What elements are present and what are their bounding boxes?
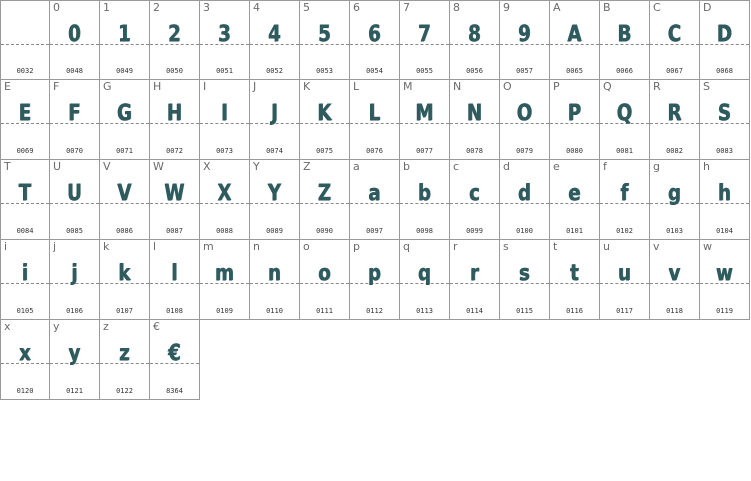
glyph-cell-label: q — [403, 240, 410, 253]
glyph-cell-label: 3 — [203, 1, 210, 14]
glyph-code: 0076 — [366, 147, 383, 155]
glyph-cell — [600, 80, 650, 160]
glyph-sample: 3 — [218, 22, 231, 47]
glyph-cell-label: i — [4, 240, 8, 253]
glyph-sample: q — [417, 261, 432, 286]
glyph-cell-label: 0 — [53, 1, 60, 14]
glyph-cell — [350, 80, 400, 160]
glyph-code: 0101 — [566, 227, 583, 235]
glyph-code: 0057 — [516, 67, 533, 75]
glyph-cell — [200, 240, 250, 320]
glyph-code: 0083 — [716, 147, 733, 155]
glyph-cell-label: v — [653, 240, 660, 253]
glyph-cell-label: 9 — [503, 1, 510, 14]
glyph-code: 0084 — [16, 227, 34, 235]
glyph-code: 0032 — [16, 67, 34, 75]
glyph-cell-label: c — [453, 160, 460, 173]
glyph-cell — [50, 0, 100, 80]
glyph-cell-label: x — [4, 320, 11, 333]
glyph-code: 0066 — [616, 67, 633, 75]
glyph-sample: Y — [267, 181, 282, 206]
glyph-cell-label: h — [703, 160, 710, 173]
glyph-cell-label: Q — [603, 80, 612, 93]
glyph-cell — [50, 240, 100, 320]
glyph-cell — [600, 0, 650, 80]
glyph-cell — [550, 0, 600, 80]
glyph-cell — [500, 0, 550, 80]
glyph-sample: D — [716, 22, 733, 47]
glyph-code: 0069 — [16, 147, 34, 155]
glyph-sample: n — [268, 261, 281, 286]
glyph-cell — [350, 240, 400, 320]
glyph-sample: c — [469, 181, 480, 206]
glyph-cell — [200, 80, 250, 160]
glyph-sample: 7 — [418, 22, 431, 47]
glyph-cell — [700, 0, 750, 80]
glyph-code: 8364 — [166, 387, 183, 395]
glyph-code: 0115 — [516, 307, 533, 315]
glyph-cell — [700, 160, 750, 240]
glyph-cell — [400, 0, 450, 80]
glyph-cell — [100, 240, 150, 320]
glyph-code: 0112 — [366, 307, 383, 315]
glyph-cell-label: M — [403, 80, 413, 93]
glyph-sample: O — [516, 101, 533, 126]
glyph-cell — [200, 160, 250, 240]
glyph-cell — [0, 80, 50, 160]
glyph-code: 0100 — [516, 227, 533, 235]
glyph-sample: t — [570, 261, 579, 286]
glyph-cell — [250, 80, 300, 160]
glyph-code: 0085 — [66, 227, 83, 235]
glyph-code: 0121 — [66, 387, 83, 395]
glyph-cell-label: m — [203, 240, 214, 253]
glyph-code: 0055 — [416, 67, 433, 75]
glyph-code: 0090 — [316, 227, 333, 235]
glyph-sample: 1 — [118, 22, 131, 47]
glyph-sample: V — [117, 181, 132, 206]
glyph-sample: e — [568, 181, 581, 206]
glyph-code: 0077 — [416, 147, 433, 155]
glyph-code: 0116 — [566, 307, 583, 315]
glyph-cell-label: D — [703, 1, 712, 14]
glyph-cell-label: u — [603, 240, 610, 253]
glyph-cell — [400, 80, 450, 160]
glyph-cell — [700, 240, 750, 320]
glyph-cell — [550, 160, 600, 240]
glyph-cell — [300, 240, 350, 320]
glyph-cell-label: R — [653, 80, 661, 93]
glyph-code: 0070 — [66, 147, 83, 155]
glyph-cell — [50, 160, 100, 240]
glyph-sample: A — [567, 22, 582, 47]
glyph-cell — [100, 320, 150, 400]
glyph-cell-label: 4 — [253, 1, 260, 14]
glyph-sample: a — [368, 181, 381, 206]
glyph-cell — [700, 80, 750, 160]
glyph-sample: 5 — [318, 22, 331, 47]
glyph-cell — [400, 240, 450, 320]
glyph-sample: 2 — [168, 22, 181, 47]
glyph-sample: F — [68, 101, 81, 126]
glyph-cell-label: e — [553, 160, 560, 173]
glyph-sample: 8 — [468, 22, 481, 47]
glyph-sample: P — [567, 101, 582, 126]
glyph-cell-label: 7 — [403, 1, 410, 14]
glyph-cell-label: 6 — [353, 1, 360, 14]
glyph-cell-label: 5 — [303, 1, 310, 14]
glyph-cell — [500, 160, 550, 240]
glyph-sample: d — [517, 181, 532, 206]
glyph-code: 0099 — [466, 227, 483, 235]
glyph-cell-label: a — [353, 160, 360, 173]
glyph-code: 0087 — [166, 227, 183, 235]
glyph-cell-label: b — [403, 160, 410, 173]
glyph-code: 0079 — [516, 147, 533, 155]
glyph-cell-label: N — [453, 80, 462, 93]
glyph-code: 0098 — [416, 227, 433, 235]
glyph-code: 0074 — [266, 147, 283, 155]
glyph-cell-label: B — [603, 1, 611, 14]
glyph-sample: C — [667, 22, 682, 47]
glyph-cell — [550, 80, 600, 160]
glyph-sample: u — [618, 261, 631, 286]
glyph-code: 0086 — [116, 227, 133, 235]
glyph-sample: o — [318, 261, 331, 286]
glyph-sample: 6 — [368, 22, 381, 47]
glyph-sample: s — [519, 261, 530, 286]
glyph-code: 0065 — [566, 67, 583, 75]
glyph-cell — [100, 0, 150, 80]
glyph-code: 0097 — [366, 227, 383, 235]
glyph-code: 0082 — [666, 147, 683, 155]
glyph-cell-label: A — [553, 1, 561, 14]
glyph-cell-label: j — [53, 240, 57, 253]
glyph-code: 0107 — [116, 307, 133, 315]
glyph-code: 0073 — [216, 147, 233, 155]
glyph-cell-label: p — [353, 240, 360, 253]
glyph-cell-label: V — [103, 160, 111, 173]
glyph-code: 0117 — [616, 307, 633, 315]
glyph-cell — [0, 320, 50, 400]
glyph-cell-label: z — [103, 320, 109, 333]
glyph-cell-label: 8 — [453, 1, 460, 14]
glyph-cell-label: Y — [253, 160, 260, 173]
glyph-cell — [600, 240, 650, 320]
glyph-code: 0111 — [316, 307, 333, 315]
glyph-cell-label: C — [653, 1, 661, 14]
glyph-cell-label: O — [503, 80, 512, 93]
glyph-code: 0049 — [116, 67, 133, 75]
glyph-cell-label: J — [253, 80, 257, 93]
glyph-sample: g — [667, 181, 682, 206]
glyph-code: 0081 — [616, 147, 633, 155]
glyph-cell — [650, 160, 700, 240]
glyph-cell — [0, 160, 50, 240]
glyph-sample: R — [667, 101, 682, 126]
glyph-cell-label: P — [553, 80, 560, 93]
glyph-code: 0080 — [566, 147, 583, 155]
glyph-cell — [350, 160, 400, 240]
glyph-code: 0052 — [266, 67, 283, 75]
glyph-code: 0078 — [466, 147, 483, 155]
glyph-sample: y — [68, 341, 81, 366]
glyph-sample: h — [718, 181, 731, 206]
glyph-cell-label: U — [53, 160, 62, 173]
glyph-sample: G — [117, 101, 132, 126]
glyph-sample: N — [466, 101, 483, 126]
glyph-cell — [150, 240, 200, 320]
glyph-cell — [0, 0, 50, 80]
glyph-sample: l — [171, 261, 178, 286]
glyph-sample: S — [717, 101, 732, 126]
glyph-code: 0122 — [116, 387, 133, 395]
glyph-cell — [300, 160, 350, 240]
glyph-cell-label: g — [653, 160, 660, 173]
glyph-sample: 4 — [268, 22, 281, 47]
glyph-cell-label: S — [703, 80, 710, 93]
baseline-guide — [1, 44, 49, 45]
glyph-cell — [150, 320, 200, 400]
glyph-cell-label: X — [203, 160, 211, 173]
glyph-sample: € — [168, 341, 181, 366]
glyph-code: 0068 — [716, 67, 733, 75]
glyph-cell — [100, 80, 150, 160]
glyph-sample: H — [166, 101, 183, 126]
glyph-cell-label: G — [103, 80, 112, 93]
glyph-cell-label: f — [603, 160, 607, 173]
glyph-cell — [0, 240, 50, 320]
glyph-code: 0048 — [66, 67, 83, 75]
glyph-cell-label: F — [53, 80, 60, 93]
glyph-sample: v — [668, 261, 681, 286]
glyph-cell-label: 1 — [103, 1, 110, 14]
glyph-cell — [450, 160, 500, 240]
glyph-code: 0056 — [466, 67, 483, 75]
glyph-code: 0110 — [266, 307, 283, 315]
glyph-cell — [250, 160, 300, 240]
glyph-sample: k — [118, 261, 131, 286]
glyph-sample: K — [317, 101, 332, 126]
glyph-code: 0053 — [316, 67, 333, 75]
glyph-sample: 9 — [518, 22, 531, 47]
glyph-cell-label: E — [4, 80, 11, 93]
glyph-cell — [150, 160, 200, 240]
glyph-cell-label: t — [553, 240, 558, 253]
glyph-cell-label: H — [153, 80, 162, 93]
glyph-cell-label: I — [203, 80, 207, 93]
glyph-code: 0103 — [666, 227, 683, 235]
glyph-code: 0088 — [216, 227, 233, 235]
glyph-cell-label: y — [53, 320, 60, 333]
glyph-cell-label: n — [253, 240, 260, 253]
glyph-code: 0105 — [16, 307, 34, 315]
glyph-sample: M — [415, 101, 434, 126]
glyph-sample: B — [617, 22, 632, 47]
glyph-cell-label: d — [503, 160, 510, 173]
glyph-sample: r — [470, 261, 479, 286]
glyph-cell-label: l — [153, 240, 157, 253]
glyph-cell — [650, 240, 700, 320]
glyph-code: 0050 — [166, 67, 183, 75]
glyph-cell-label: L — [353, 80, 360, 93]
glyph-cell-label: 2 — [153, 1, 160, 14]
glyph-cell — [450, 80, 500, 160]
glyph-sample: T — [18, 181, 32, 206]
glyph-sample: m — [215, 261, 234, 286]
glyph-code: 0104 — [716, 227, 733, 235]
glyph-code: 0051 — [216, 67, 233, 75]
glyph-cell-label: w — [703, 240, 712, 253]
glyph-code: 0108 — [166, 307, 183, 315]
glyph-cell — [350, 0, 400, 80]
glyph-code: 0089 — [266, 227, 283, 235]
glyph-cell — [500, 80, 550, 160]
glyph-sample: f — [620, 181, 629, 206]
glyph-cell-label: € — [153, 320, 160, 333]
glyph-cell — [500, 240, 550, 320]
glyph-cell-label: o — [303, 240, 310, 253]
glyph-cell-label: r — [453, 240, 458, 253]
glyph-code: 0109 — [216, 307, 233, 315]
glyph-sample: b — [417, 181, 432, 206]
glyph-cell — [250, 240, 300, 320]
glyph-cell — [300, 80, 350, 160]
glyph-cell-label: K — [303, 80, 311, 93]
glyph-cell — [250, 0, 300, 80]
glyph-code: 0118 — [666, 307, 683, 315]
glyph-sample: z — [119, 341, 130, 366]
glyph-code: 0102 — [616, 227, 633, 235]
glyph-sample: X — [217, 181, 232, 206]
glyph-sample: j — [71, 261, 78, 286]
glyph-cell — [600, 160, 650, 240]
glyph-code: 0072 — [166, 147, 183, 155]
glyph-cell — [200, 0, 250, 80]
glyph-code: 0054 — [366, 67, 383, 75]
glyph-sample: U — [67, 181, 82, 206]
glyph-code: 0119 — [716, 307, 733, 315]
glyph-sample: i — [21, 261, 29, 286]
glyph-cell — [100, 160, 150, 240]
glyph-cell — [150, 0, 200, 80]
glyph-code: 0114 — [466, 307, 483, 315]
glyph-code: 0106 — [66, 307, 83, 315]
glyph-sample: Q — [616, 101, 633, 126]
glyph-cell-label: W — [153, 160, 164, 173]
glyph-cell — [450, 240, 500, 320]
glyph-cell — [650, 0, 700, 80]
glyph-cell — [650, 80, 700, 160]
glyph-cell — [450, 0, 500, 80]
glyph-code: 0071 — [116, 147, 133, 155]
glyph-cell-label: Z — [303, 160, 311, 173]
glyph-cell — [400, 160, 450, 240]
glyph-sample: E — [18, 101, 32, 126]
glyph-sample: 0 — [68, 22, 81, 47]
glyph-code: 0113 — [416, 307, 433, 315]
glyph-sample: J — [271, 101, 278, 126]
glyph-cell — [50, 320, 100, 400]
glyph-sample: I — [221, 101, 228, 126]
glyph-cell — [300, 0, 350, 80]
glyph-cell — [150, 80, 200, 160]
glyph-cell-label: s — [503, 240, 509, 253]
glyph-sample: Z — [317, 181, 332, 206]
glyph-code: 0067 — [666, 67, 683, 75]
glyph-sample: p — [367, 261, 382, 286]
glyph-cell-label: T — [4, 160, 11, 173]
glyph-code: 0075 — [316, 147, 333, 155]
glyph-cell — [50, 80, 100, 160]
glyph-sample: L — [368, 101, 381, 126]
glyph-cell-label: k — [103, 240, 110, 253]
glyph-sample: x — [19, 341, 31, 366]
glyph-code: 0120 — [16, 387, 34, 395]
glyph-sample: W — [164, 181, 185, 206]
glyph-cell — [550, 240, 600, 320]
glyph-sample: w — [716, 261, 733, 286]
